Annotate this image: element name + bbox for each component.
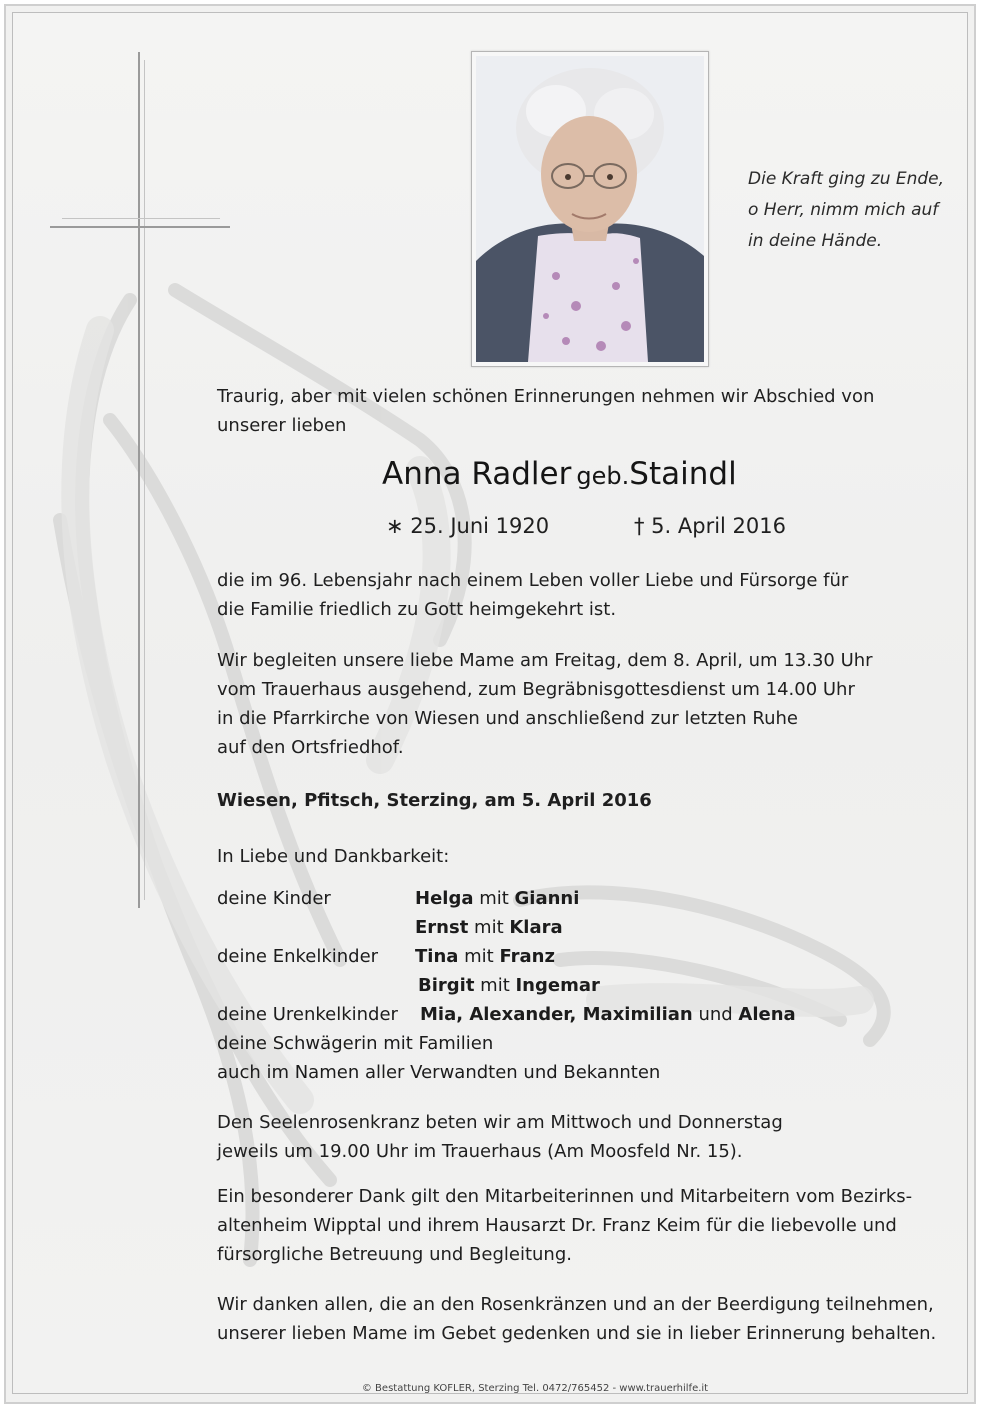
connector: mit <box>474 975 516 996</box>
family-children-2 <box>415 913 563 942</box>
place-date: Wiesen, Pfitsch, Sterzing, am 5. April 2016 <box>217 790 652 811</box>
paragraph-line: in die Pfarrkirche von Wiesen und anschließend zur letzten Ruhe <box>217 708 798 729</box>
cross-vertical-bar <box>138 52 140 908</box>
grandchild-name: Tina <box>415 946 459 967</box>
family-relatives: auch im Namen aller Verwandten und Bekannten <box>217 1062 661 1083</box>
paragraph-line: Wir danken allen, die an den Rosenkränzen und an der Beerdigung teilnehmen, <box>217 1294 934 1315</box>
paragraph-line: Den Seelenrosenkranz beten wir am Mittwoch und Donnerstag <box>217 1112 783 1133</box>
geb-label: geb. <box>576 462 630 490</box>
paragraph-line: die im 96. Lebensjahr nach einem Leben voller Liebe und Fürsorge für <box>217 570 849 591</box>
closing-phrase: In Liebe und Dankbarkeit: <box>217 846 450 867</box>
thanks-staff <box>217 1182 967 1269</box>
family-grandchildren-2 <box>418 971 600 1000</box>
paragraph-line: altenheim Wipptal und ihrem Hausarzt Dr. Franz Keim für die liebevolle und <box>217 1215 897 1236</box>
family-label-grandchildren: deine Enkelkinder <box>217 946 379 967</box>
intro-text <box>217 382 967 440</box>
rosary-info <box>217 1108 967 1166</box>
partner-name: Ingemar <box>515 975 600 996</box>
bible-quote <box>748 164 958 257</box>
family-label-great-grandchildren: deine Urenkelkinder <box>217 1004 398 1025</box>
cross-horizontal-inner <box>62 218 220 219</box>
paragraph-line: die Familie friedlich zu Gott heimgekehrt ist. <box>217 599 617 620</box>
partner-name: Franz <box>499 946 555 967</box>
paragraph-line: jeweils um 19.00 Uhr im Trauerhaus (Am Moosfeld Nr. 15). <box>217 1141 743 1162</box>
intro-line: Traurig, aber mit vielen schönen Erinnerungen nehmen wir Abschied von <box>217 386 875 407</box>
full-name: Anna Radler <box>382 456 572 492</box>
portrait-photo <box>476 56 704 362</box>
undertaker-footer: © Bestattung KOFLER, Sterzing Tel. 0472/765452 - www.trauerhilfe.it <box>361 1383 709 1394</box>
birth-date: ∗ 25. Juni 1920 <box>386 514 550 538</box>
great-grandchild-name: Alena <box>738 1004 796 1025</box>
death-date: † 5. April 2016 <box>634 514 787 538</box>
grandchild-name: Birgit <box>418 975 475 996</box>
great-grandchildren-names: Mia, Alexander, Maximilian <box>420 1004 693 1025</box>
paragraph-line: auf den Ortsfriedhof. <box>217 737 404 758</box>
connector: mit <box>473 888 515 909</box>
partner-name: Gianni <box>514 888 580 909</box>
family-label-children: deine Kinder <box>217 888 331 909</box>
maiden-name: Staindl <box>629 456 737 492</box>
paragraph-line: Wir begleiten unsere liebe Mame am Freitag, dem 8. April, um 13.30 Uhr <box>217 650 873 671</box>
deceased-name <box>382 456 737 492</box>
cross-vertical-inner <box>144 60 145 900</box>
family-children-1 <box>415 884 579 913</box>
paragraph-line: Ein besonderer Dank gilt den Mitarbeiterinnen und Mitarbeitern vom Bezirks- <box>217 1186 913 1207</box>
paragraph-funeral <box>217 646 967 762</box>
paragraph-life <box>217 566 967 624</box>
paragraph-line: unserer lieben Mame im Gebet gedenken und sie in lieber Erinnerung behalten. <box>217 1323 937 1344</box>
child-name: Helga <box>415 888 474 909</box>
intro-line: unserer lieben <box>217 415 347 436</box>
thanks-all <box>217 1290 967 1348</box>
child-name: Ernst <box>415 917 469 938</box>
family-grandchildren-1 <box>415 942 555 971</box>
family-sister-in-law: deine Schwägerin mit Familien <box>217 1033 494 1054</box>
quote-line: in deine Hände. <box>748 231 883 251</box>
quote-line: Die Kraft ging zu Ende, <box>748 169 945 189</box>
paragraph-line: vom Trauerhaus ausgehend, zum Begräbnisgottesdienst um 14.00 Uhr <box>217 679 855 700</box>
cross-horizontal-bar <box>50 226 230 228</box>
connector: und <box>692 1004 739 1025</box>
partner-name: Klara <box>509 917 563 938</box>
paragraph-line: fürsorgliche Betreuung und Begleitung. <box>217 1244 572 1265</box>
family-great-grandchildren <box>420 1000 796 1029</box>
quote-line: o Herr, nimm mich auf <box>748 200 939 220</box>
connector: mit <box>458 946 500 967</box>
connector: mit <box>468 917 510 938</box>
